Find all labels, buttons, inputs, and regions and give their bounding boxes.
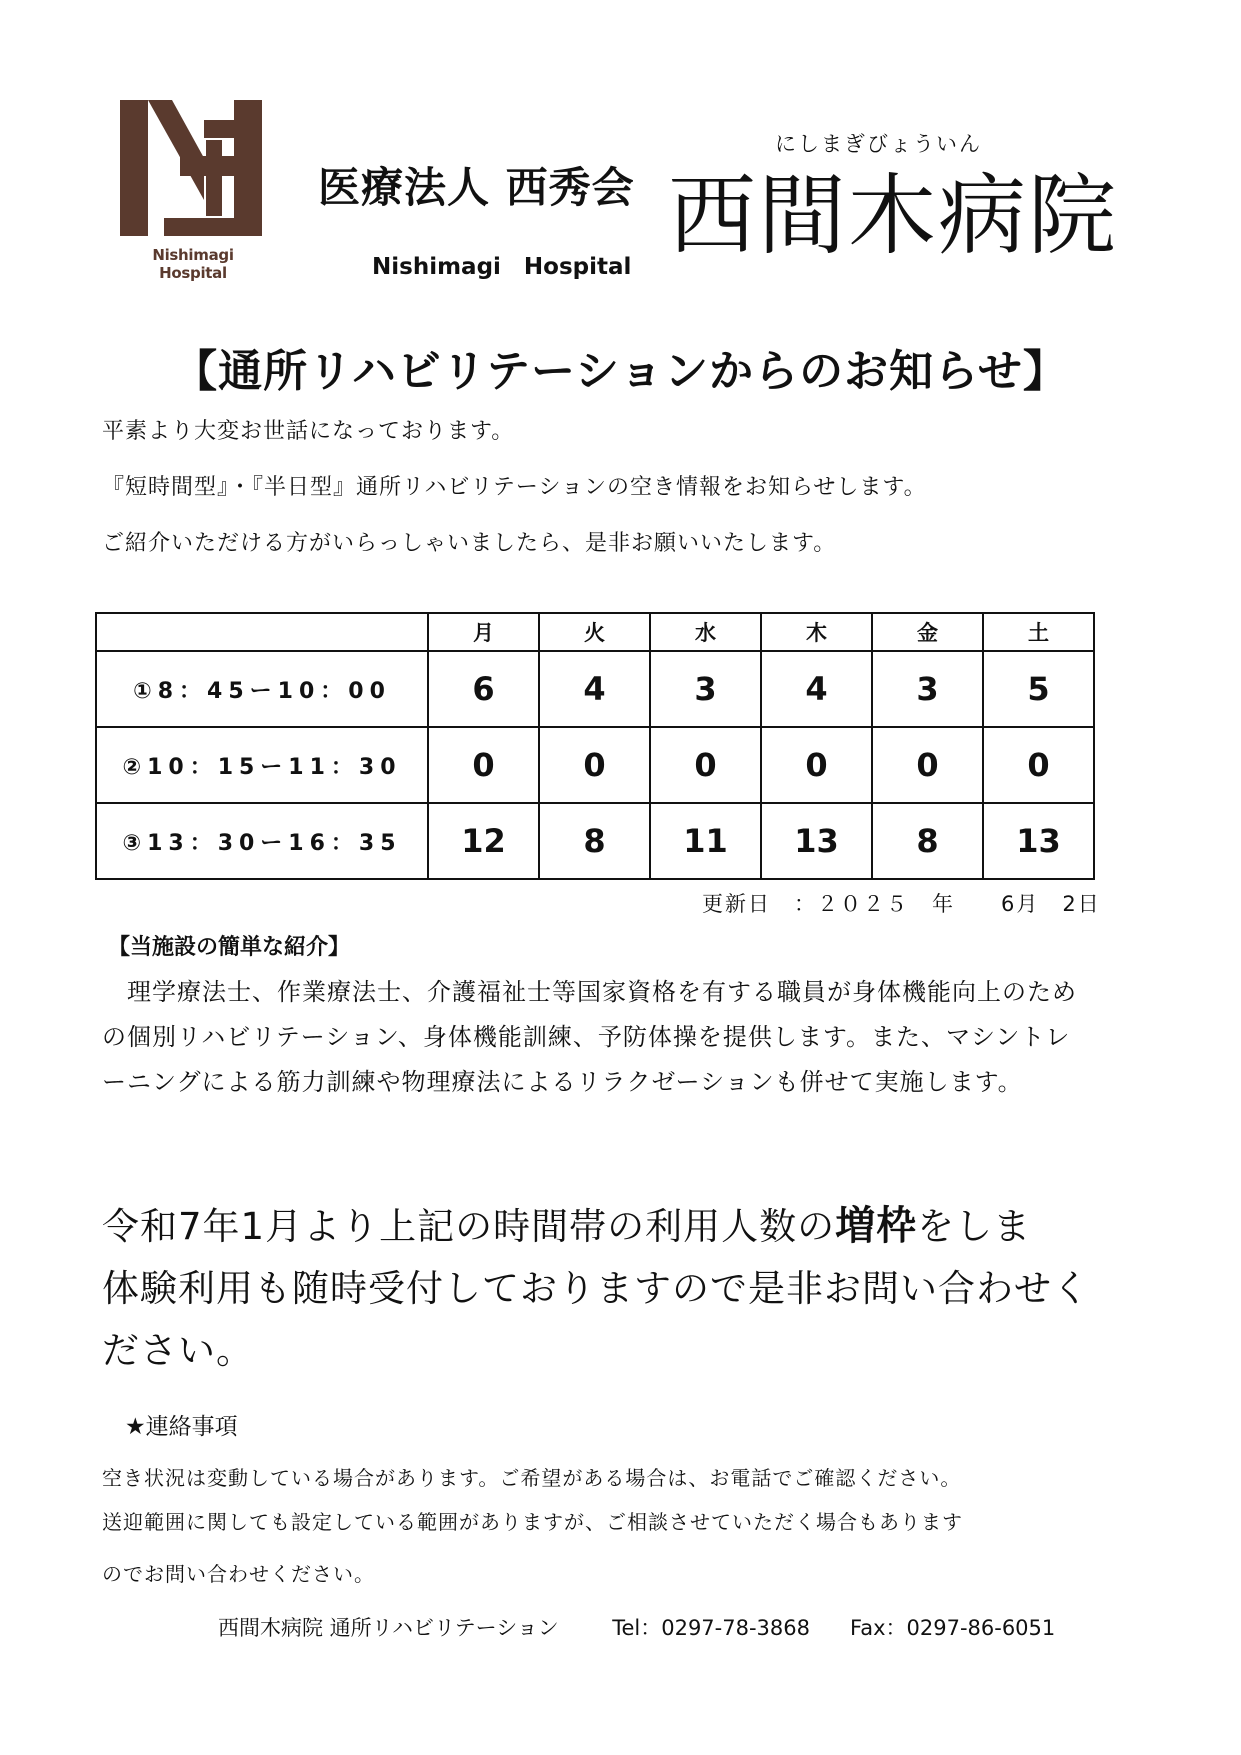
availability-cell: 0	[650, 727, 761, 803]
day-header: 月	[428, 613, 539, 651]
availability-cell: 13	[983, 803, 1094, 879]
availability-cell: 0	[428, 727, 539, 803]
time-slot-label: ③13：30ー16：35	[96, 803, 428, 879]
hospital-name-furigana: にしまぎびょういん	[775, 132, 982, 156]
availability-cell: 8	[872, 803, 983, 879]
day-header: 土	[983, 613, 1094, 651]
notice-text	[102, 1195, 1112, 1382]
notice-text-before: 令和7年1月より上記の時間帯の利用人数の	[102, 1205, 836, 1248]
availability-cell: 8	[539, 803, 650, 879]
availability-cell: 11	[650, 803, 761, 879]
day-header: 水	[650, 613, 761, 651]
availability-cell: 3	[872, 651, 983, 727]
table-row	[96, 803, 1094, 879]
contact-heading: ★連絡事項	[125, 1414, 238, 1440]
availability-table	[95, 612, 1095, 880]
day-header: 火	[539, 613, 650, 651]
footer-tel: Tel：0297-78-3868	[612, 1616, 810, 1640]
day-header: 金	[872, 613, 983, 651]
table-corner-cell	[96, 613, 428, 651]
footer-dept: 西間木病院 通所リハビリテーション	[218, 1616, 559, 1640]
notice-line-2: 体験利用も随時受付しておりますので是非お問い合わせください。	[102, 1267, 1090, 1372]
page-title: 【通所リハビリテーションからのお知らせ】	[173, 346, 1068, 397]
contact-line-2: 送迎範囲に関しても設定している範囲がありますが、ご相談させていただく場合もあります	[102, 1510, 963, 1534]
hospital-logo-icon	[120, 100, 262, 236]
availability-cell: 4	[761, 651, 872, 727]
availability-cell: 3	[650, 651, 761, 727]
notice-text-after: をしま	[917, 1205, 1032, 1248]
footer	[218, 1612, 1055, 1642]
table-row	[96, 727, 1094, 803]
intro-line-3: ご紹介いただける方がいらっしゃいましたら、是非お願いいたします。	[102, 531, 837, 556]
availability-cell: 13	[761, 803, 872, 879]
facility-description: 理学療法士、作業療法士、介護福祉士等国家資格を有する職員が身体機能向上のための個別リハビリテーション、身体機能訓練、予防体操を提供します。また、マシントレーニングによる筋力訓練や物理療法によるリラクゼーションも併せて実施します。	[102, 978, 1077, 1096]
availability-cell: 0	[539, 727, 650, 803]
availability-cell: 12	[428, 803, 539, 879]
notice-emphasis: 増枠	[835, 1203, 918, 1249]
hospital-name: 西間木病院	[668, 164, 1119, 267]
logo-text: Nishimagi Hospital	[152, 246, 234, 282]
contact-line-3: のでお問い合わせください。	[102, 1562, 375, 1586]
availability-cell: 0	[872, 727, 983, 803]
contact-line-1: 空き状況は変動している場合があります。ご希望がある場合は、お電話でご確認ください。	[102, 1466, 962, 1490]
availability-cell: 5	[983, 651, 1094, 727]
facility-heading: 【当施設の簡単な紹介】	[108, 935, 351, 960]
availability-cell: 4	[539, 651, 650, 727]
availability-cell: 0	[761, 727, 872, 803]
corporation-name: 医療法人 西秀会	[318, 163, 635, 212]
day-header: 木	[761, 613, 872, 651]
table-row	[96, 651, 1094, 727]
availability-cell: 6	[428, 651, 539, 727]
time-slot-label: ②10：15ー11：30	[96, 727, 428, 803]
intro-line-1: 平素より大変お世話になっております。	[102, 419, 515, 444]
updated-date: 更新日 ：２０２５ 年 6月 2日	[702, 892, 1101, 916]
availability-cell: 0	[983, 727, 1094, 803]
intro-line-2: 『短時間型』・『半日型』通所リハビリテーションの空き情報をお知らせします。	[102, 475, 927, 500]
footer-fax: Fax：0297-86-6051	[850, 1616, 1056, 1640]
time-slot-label: ①8：45ー10：00	[96, 651, 428, 727]
hospital-name-english: Nishimagi Hospital	[372, 254, 632, 280]
table-header-row	[96, 613, 1094, 651]
